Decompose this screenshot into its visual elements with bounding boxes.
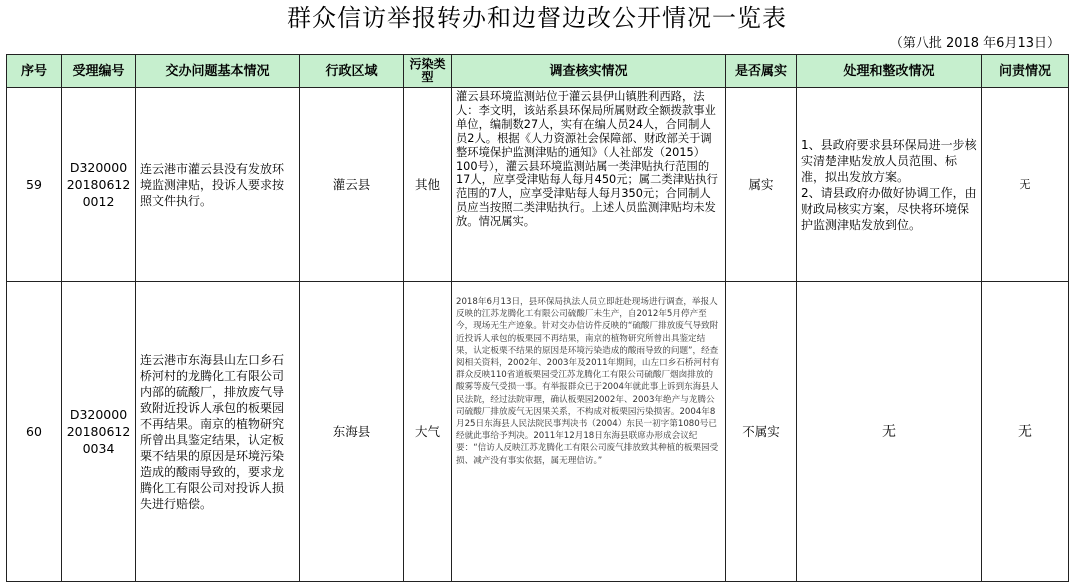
col-header-investigation: 调查核实情况 xyxy=(452,55,726,88)
cell-pollution: 其他 xyxy=(404,88,452,282)
cell-verified: 不属实 xyxy=(726,282,797,582)
disclosure-table xyxy=(6,54,1069,582)
cell-id: D320000201806120034 xyxy=(62,282,136,582)
cell-handling: 无 xyxy=(797,282,982,582)
cell-seq: 60 xyxy=(7,282,62,582)
col-header-id: 受理编号 xyxy=(62,55,136,88)
table-row xyxy=(7,88,1069,282)
cell-region: 东海县 xyxy=(300,282,404,582)
page-title: 群众信访举报转办和边督边改公开情况一览表 xyxy=(287,4,787,32)
cell-id: D320000201806120012 xyxy=(62,88,136,282)
cell-investigation: 2018年6月13日，县环保局执法人员立即赶赴现场进行调查，举报人反映的江苏龙腾化工有限公司硫酸厂未生产，自2012年5月停产至今，现场无生产迹象。针对交办信访件反映的“硫酸厂排放废气导致附近投诉人承包的板栗园不再结果，南京的植物研究所曾出具鉴定结果，认定板栗不结果的原因是环境污染造成的酸雨导致的问题”，经查阅相关资料，2002年、2003年及2011年期间，山左口乡石桥河村有群众反映110省道板栗园受江苏龙腾化工有限公司硫酸厂烟囱排放的酸雾等废气受损一事。有举报群众已于2004年就此事上诉到东海县人民法院，经过法院审理，确认板栗园2002年、2003年绝产与龙腾公司硫酸厂排放废气无因果关系，不构成对板栗园污染损害。2004年8月25日东海县人民法院民事判决书（2004）东民一初字第1080号已经就此事给予判决。2011年12月18日东海县联席办形成会议纪要：“信访人反映江苏龙腾化工有限公司废气排放致其种植的板栗园受损、减产没有事实依据，属无理信访。” xyxy=(452,282,726,582)
col-header-seq: 序号 xyxy=(7,55,62,88)
col-header-region: 行政区域 xyxy=(300,55,404,88)
header-row xyxy=(7,55,1069,88)
cell-accountability: 无 xyxy=(982,88,1069,282)
batch-date-label: （第八批 2018 年6月13日） xyxy=(889,36,1060,51)
col-header-handling: 处理和整改情况 xyxy=(797,55,982,88)
col-header-issue: 交办问题基本情况 xyxy=(136,55,300,88)
cell-pollution: 大气 xyxy=(404,282,452,582)
cell-region: 灌云县 xyxy=(300,88,404,282)
col-header-accountability: 问责情况 xyxy=(982,55,1069,88)
cell-investigation: 灌云县环境监测站位于灌云县伊山镇胜利西路，法人：李文明，该站系县环保局所属财政全额拨款事业单位，编制数27人，实有在编人员24人，合同制人员2人。根据《人力资源社会保障部、财政部关于调整环境保护监测津贴的通知》（人社部发（2015）100号），灌云县环境监测站属一类津贴执行范围的17人，应享受津贴每人每月450元；属二类津贴执行范围的7人，应享受津贴每人每月350元；合同制人员应当按照二类津贴执行。上述人员监测津贴均未发放。情况属实。 xyxy=(452,88,726,282)
cell-issue: 连云港市灌云县没有发放环境监测津贴，投诉人要求按照文件执行。 xyxy=(136,88,300,282)
col-header-pollution: 污染类型 xyxy=(404,55,452,88)
cell-seq: 59 xyxy=(7,88,62,282)
col-header-verified: 是否属实 xyxy=(726,55,797,88)
table-row xyxy=(7,282,1069,582)
cell-verified: 属实 xyxy=(726,88,797,282)
cell-accountability: 无 xyxy=(982,282,1069,582)
cell-issue: 连云港市东海县山左口乡石桥河村的龙腾化工有限公司内部的硫酸厂，排放废气导致附近投诉人承包的板栗园不再结果。南京的植物研究所曾出具鉴定结果，认定板栗不结果的原因是环境污染造成的酸雨导致的，要求龙腾化工有限公司对投诉人损失进行赔偿。 xyxy=(136,282,300,582)
cell-handling: 1、县政府要求县环保局进一步核实清楚津贴发放人员范围、标准，拟出发放方案。 2、请县政府办做好协调工作，由财政局核实方案，尽快将环境保护监测津贴发放到位。 xyxy=(797,88,982,282)
